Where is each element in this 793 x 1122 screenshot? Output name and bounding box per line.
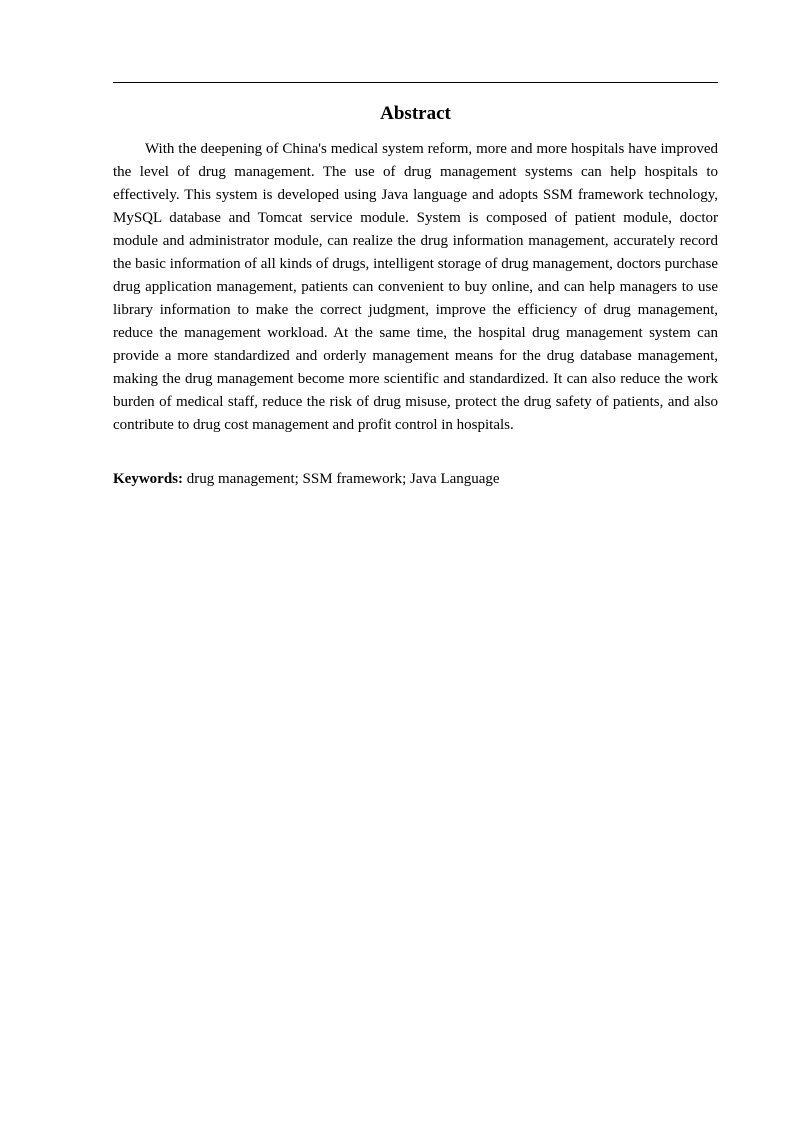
header-rule: [113, 82, 718, 83]
keywords-label: Keywords:: [113, 471, 183, 487]
keywords-text: drug management; SSM framework; Java Language: [186, 471, 500, 487]
abstract-body: With the deepening of China's medical system reform, more and more hospitals have improved the level of drug management. The use of drug management systems can help hospitals to effectively. This system is developed using Java language and adopts SSM framework technology, MySQL database and Tomcat service module. System is composed of patient module, doctor module and administrator module, can realize the drug information management, accurately record the basic information of all kinds of drugs, intelligent storage of drug management, doctors purchase drug application management, patients can convenient to buy online, and can help managers to use library information to make the correct judgment, improve the efficiency of drug management, reduce the management workload. At the same time, the hospital drug management system can provide a more standardized and orderly management means for the drug database management, making the drug management become more scientific and standardized. It can also reduce the work burden of medical staff, reduce the risk of drug misuse, protect the drug safety of patients, and also contribute to drug cost management and profit control in hospitals.: [113, 141, 718, 433]
abstract-title: Abstract: [380, 103, 451, 124]
keywords-line: [113, 468, 718, 491]
